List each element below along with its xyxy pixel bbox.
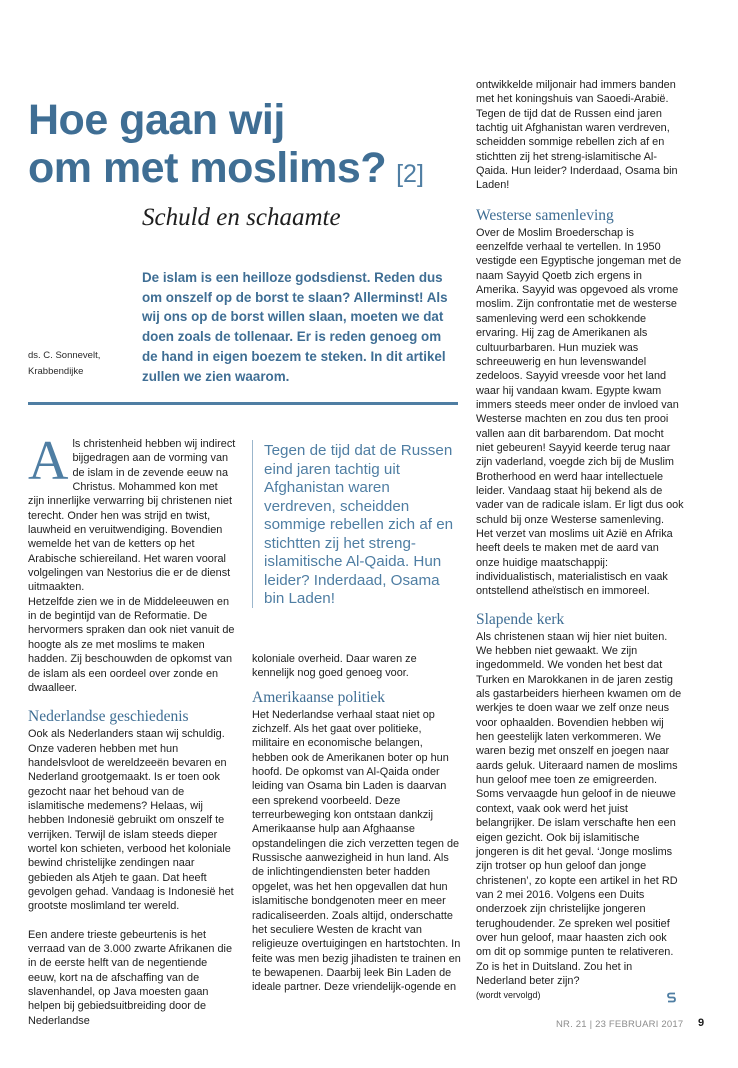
paragraph: Het Nederlandse verhaal staat niet op zichzelf. Als het gaat over politieke, militaire en economische belangen, hebben ook de Amerikanen boter op hun hoofd. De opkomst van Al-Qaida onder leiding van Osama bin Laden is daarvan een sprekend voorbeeld. Deze terreurbeweging kon ontstaan dankzij Amerikaanse hulp aan Afghaanse opstandelingen die zich verzetten tegen de Russische aanwezigheid in hun land. Als de inlichtingendiensten beter hadden opgelet, was het hen opgevallen dat hun islamitische bondgenoten meer en meer radicaliseerden. Zoals altijd, onderschatte het seculiere Westen de kracht van religieuze overtuigingen en hartstochten. In feite was men bezig jihadisten te trainen en te bewapenen. Daarbij leek Bin Laden de ideale partner. Deze vriendelijk-ogende en — [252, 708, 461, 994]
author-byline — [28, 348, 100, 380]
header-divider — [28, 402, 458, 405]
article-intro: De islam is een heilloze godsdienst. Reden dus om onszelf op de borst te slaan? Allerminst! Als wij ons op de borst willen slaan, moeten we dat doen zoals de tollenaar. Er is reden genoeg om de hand in eigen boezem te steken. In dit artikel zullen we zien waarom. — [142, 270, 448, 384]
column-1 — [28, 430, 236, 1028]
section-heading: Amerikaanse politiek — [252, 688, 385, 706]
end-of-article-icon — [667, 992, 676, 1003]
paragraph: Als christenen staan wij hier niet buiten. We hebben niet gewaakt. We zijn ingedommeld. We vonden het best dat Turken en Marokkanen in de jaren zestig als gastarbeiders hierheen kwamen om de werkjes te doen waar we zelf onze neus voor ophaalden. Bovendien hebben wij hen geestelijk laten verkommeren. We waren bezig met onszelf en joegen naar aards geluk. Uiteraard namen de moslims hun geloof mee toen ze emigreerden. Soms vervaagde hun geloof in de nieuwe context, vaak ook werd het juist belangrijker. De islam verschafte hen een eigen gezicht. Ook bij islamitische jongeren is dit het geval. ‘Jonge moslims zijn trotser op hun geloof dan jonge christenen’, zo kopte een artikel in het RD van 2 mei 2016. Volgens een Duits onderzoek zijn christelijke jongeren terughoudender. Ze spreken wel positief over hun geloof, maar haasten zich ook om dit op sommige punten te relativeren. Zo is het in Duitsland. Zou het in Nederland beter zijn? — [476, 630, 682, 987]
title-line-2: om met moslims? — [28, 144, 387, 192]
issue-info: NR. 21 | 23 FEBRUARI 2017 — [556, 1019, 684, 1030]
pull-quote: Tegen de tijd dat de Russen eind jaren tachtig uit Afghanistan waren verdreven, scheidden sommige rebellen zich af en stichtten zij het streng-islamitische Al-Qaida. Hun leider? Inderdaad, Osama bin Laden! — [264, 442, 454, 607]
section-heading: Nederlandse geschiedenis — [28, 708, 189, 726]
paragraph: Een andere trieste gebeurtenis is het verraad van de 3.000 zwarte Afrikanen die in de eerste helft van de negentiende eeuw, kort na de afschaffing van de slavenhandel, op Java moesten gaan helpen bij gebiedsuitbreiding door de Nederlandse — [28, 928, 233, 1027]
column-2 — [252, 652, 462, 995]
continued-note: (wordt vervolgd) — [476, 990, 541, 1001]
article-subtitle: Schuld en schaamte — [142, 204, 341, 231]
author-name: ds. C. Sonnevelt, — [28, 350, 101, 361]
title-line-1: Hoe gaan wij — [28, 96, 285, 144]
series-number: [2] — [396, 160, 424, 188]
drop-cap: A — [28, 430, 69, 492]
article-title — [28, 96, 448, 198]
paragraph: Hetzelfde zien we in de Middeleeuwen en in de begintijd van de Reformatie. De hervormers spraken dan ook niet vanuit de hoogte als ze met moslims te maken hadden. Zij beschouwden de opkomst van de islam als een oordeel over zonde en dwaalleer. — [28, 595, 235, 694]
section-heading: Westerse samenleving — [476, 206, 614, 224]
page-number: 9 — [698, 1017, 705, 1029]
paragraph: Over de Moslim Broederschap is eenzelfde verhaal te vertellen. In 1950 vestigde een Egyptische jongeman met de naam Sayyid Qoetb zich ergens in Amerika. Sayyid was opgevoed als vrome moslim. Zijn confrontatie met de westerse samenleving werd een schokkende ervaring. Hij zag de Amerikanen als cultuurbarbaren. Hun muziek was schreeuwerig en hun levenswandel zedeloos. Sayyid vreesde voor het land waar hij vandaan kwam. Egypte kwam immers steeds meer onder de invloed van Westerse machten en zou dus ten prooi vallen aan dit barbarendom. Dat mocht niet gebeuren! Sayyid keerde terug naar zijn vaderland, voegde zich bij de Muslim Brotherhood en werd haar intellectuele leider. Vandaag staat hij bekend als de vader van de radicale islam. Er ligt dus ook schuld bij onze Westerse samenleving. Het verzet van moslims uit Azië en Afrika heeft deels te maken met de aard van onze huidige maatschappij: individualistisch, materialistisch en vaak ontstellend atheïstisch en immoreel. — [476, 226, 684, 598]
paragraph: ontwikkelde miljonair had immers banden met het koningshuis van Saoedi-Arabië. Tegen de tijd dat de Russen eind jaren tachtig uit Afghanistan waren verdreven, scheidden sommige rebellen zich af en stichtten zij het streng-islamitische Al-Qaida. Hun leider? Inderdaad, Osama bin Laden! — [476, 79, 678, 192]
paragraph: koloniale overheid. Daar waren ze kennelijk nog goed genoeg voor. — [252, 653, 417, 680]
author-location: Krabbendijke — [28, 366, 84, 377]
column-3 — [476, 78, 684, 1003]
pullquote-rule — [252, 440, 253, 608]
paragraph: Als christenheid hebben wij indirect bijgedragen aan de vorming van de islam in de zevende eeuw na Christus. Mohammed kon met zijn innerlijke verwarring bij christenen niet terecht. Onder hen was strijd en twist, lauwheid en veruitwendiging. Bovendien wemelde het van de ketters op het Arabische schiereiland. Het waren vooral volgelingen van Nestorius die er de dienst uitmaakten. — [28, 430, 236, 594]
paragraph: Ook als Nederlanders staan wij schuldig. Onze vaderen hebben met hun handelsvloot de wereldzeeën bevaren en Nederland grootgemaakt. Is er toen ook gezocht naar het behoud van de islamitische medemens? Helaas, wij hebben Indonesië gebruikt om onszelf te verrijken. Terwijl de islam steeds dieper wortel kon schieten, verbood het koloniale bewind christelijke zendingen naar gebieden als Atjeh te gaan. Dat heeft gevolgen gehad. Vandaag is Indonesië het grootste moslimland ter wereld. — [28, 728, 234, 913]
section-heading: Slapende kerk — [476, 610, 565, 628]
